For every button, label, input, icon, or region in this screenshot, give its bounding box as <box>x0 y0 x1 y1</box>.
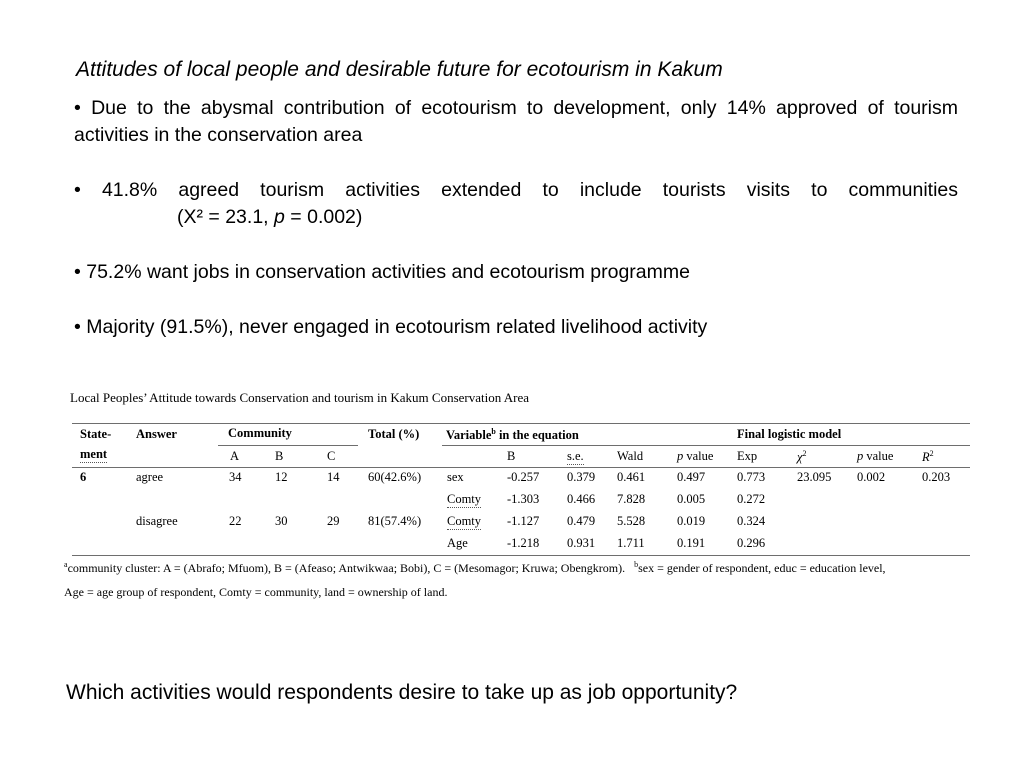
row3-c: 29 <box>327 514 340 528</box>
row2-var: Comty <box>447 492 482 506</box>
table-top-rule <box>72 423 970 424</box>
table-caption: Local Peoples’ Attitude towards Conservation and tourism in Kakum Conservation Area <box>70 390 530 405</box>
header-community: Community <box>228 426 292 440</box>
row4-exp: 0.296 <box>737 536 766 550</box>
row2-p: 0.005 <box>677 492 706 506</box>
header-variable <box>446 427 579 443</box>
bullet-livelihood: • Majority (91.5%), never engaged in ecotourism related livelihood activity <box>74 316 708 338</box>
variable-word: Variable <box>446 428 492 443</box>
p-italic: p <box>677 449 684 463</box>
p2-italic: p <box>857 449 864 463</box>
row1-se: 0.379 <box>567 470 596 484</box>
header-answer: Answer <box>136 427 177 441</box>
subheader-chi-square <box>797 449 807 465</box>
row3-var: Comty <box>447 514 482 528</box>
header-statement-1: State- <box>80 427 112 441</box>
variable-sup: b <box>491 427 496 436</box>
subheader-a: A <box>230 449 240 463</box>
subheader-r-squared <box>922 449 934 465</box>
bullet-tourism-extension: • 41.8% agreed tourism activities extended to include tourists visits to communities <box>74 179 958 201</box>
stat-prefix: (X² = 23.1, <box>177 206 275 228</box>
row4-wald: 1.711 <box>617 536 645 550</box>
row2-se: 0.466 <box>567 492 596 506</box>
r-letter: R <box>922 450 930 465</box>
row3-coef: -1.127 <box>507 514 540 528</box>
footnote-a: community cluster: A = (Abrafo; Mfuom), B = (Afeaso; Antwikwaa; Bobi), C = (Mesomagor; Kruwa; Obengkrom). <box>67 561 626 575</box>
closing-question: Which activities would respondents desire to take up as job opportunity? <box>66 681 738 704</box>
stat-suffix: = 0.002) <box>284 206 363 228</box>
header-statement-2: ment <box>80 447 108 461</box>
row1-chi: 23.095 <box>797 470 832 484</box>
header-bottom-rule <box>72 467 970 468</box>
bullet-ecotourism-approval: • Due to the abysmal contribution of ecotourism to development, only 14% approved of tourism activities in the conservation area <box>74 97 958 146</box>
row4-var: Age <box>447 536 468 550</box>
subheader-p-value-2 <box>857 449 893 464</box>
chi-letter: χ <box>797 450 803 465</box>
row3-se: 0.479 <box>567 514 596 528</box>
row4-p: 0.191 <box>677 536 706 550</box>
row1-answer: agree <box>136 470 164 484</box>
subheader-exp: Exp <box>737 449 758 463</box>
row1-coef: -0.257 <box>507 470 540 484</box>
subheader-c: C <box>327 449 336 463</box>
row2-exp: 0.272 <box>737 492 766 506</box>
row1-c: 14 <box>327 470 340 484</box>
row1-p: 0.497 <box>677 470 706 484</box>
r-sup: 2 <box>929 449 934 458</box>
row3-exp: 0.324 <box>737 514 766 528</box>
subheader-p-value <box>677 449 713 464</box>
row2-coef: -1.303 <box>507 492 540 506</box>
subheader-wald: Wald <box>617 449 644 463</box>
subheader-coef: B <box>507 449 516 463</box>
chi-square-stat <box>177 204 362 231</box>
row1-wald: 0.461 <box>617 470 646 484</box>
row3-wald: 5.528 <box>617 514 646 528</box>
row1-total: 60(42.6%) <box>368 470 422 484</box>
footnote-line-2: Age = age group of respondent, Comty = community, land = ownership of land. <box>64 585 448 599</box>
row3-total: 81(57.4%) <box>368 514 422 528</box>
row3-p: 0.019 <box>677 514 706 528</box>
header-total: Total (%) <box>368 427 420 441</box>
row4-coef: -1.218 <box>507 536 540 550</box>
row1-a: 34 <box>229 470 242 484</box>
footnote-line-1 <box>64 560 886 576</box>
header-final-model: Final logistic model <box>737 427 842 441</box>
row3-b: 30 <box>275 514 288 528</box>
footnote-a-sup: a <box>64 560 68 569</box>
p-tail: value <box>683 449 714 463</box>
slide-title: Attitudes of local people and desirable future for ecotourism in Kakum <box>76 58 723 81</box>
logistic-table <box>72 423 970 557</box>
subheader-b: B <box>275 449 284 463</box>
row3-answer: disagree <box>136 514 178 528</box>
model-rule <box>442 445 970 446</box>
row4-se: 0.931 <box>567 536 596 550</box>
stat-p: p <box>274 206 285 228</box>
row1-var: sex <box>447 470 464 484</box>
row2-wald: 7.828 <box>617 492 646 506</box>
row1-b: 12 <box>275 470 288 484</box>
row1-statement: 6 <box>80 470 87 484</box>
footnote-b: sex = gender of respondent, educ = education level, <box>638 561 886 575</box>
bullet-jobs: • 75.2% want jobs in conservation activities and ecotourism programme <box>74 261 690 283</box>
table-bottom-rule <box>72 555 970 556</box>
row1-r2: 0.203 <box>922 470 951 484</box>
row1-exp: 0.773 <box>737 470 766 484</box>
row1-p2: 0.002 <box>857 470 886 484</box>
p2-tail: value <box>863 449 894 463</box>
chi-sup: 2 <box>802 449 807 458</box>
variable-tail: in the equation <box>495 428 579 443</box>
footnote-b-sup: b <box>634 560 639 569</box>
community-rule <box>218 445 358 446</box>
subheader-se: s.e. <box>567 449 584 463</box>
row3-a: 22 <box>229 514 242 528</box>
